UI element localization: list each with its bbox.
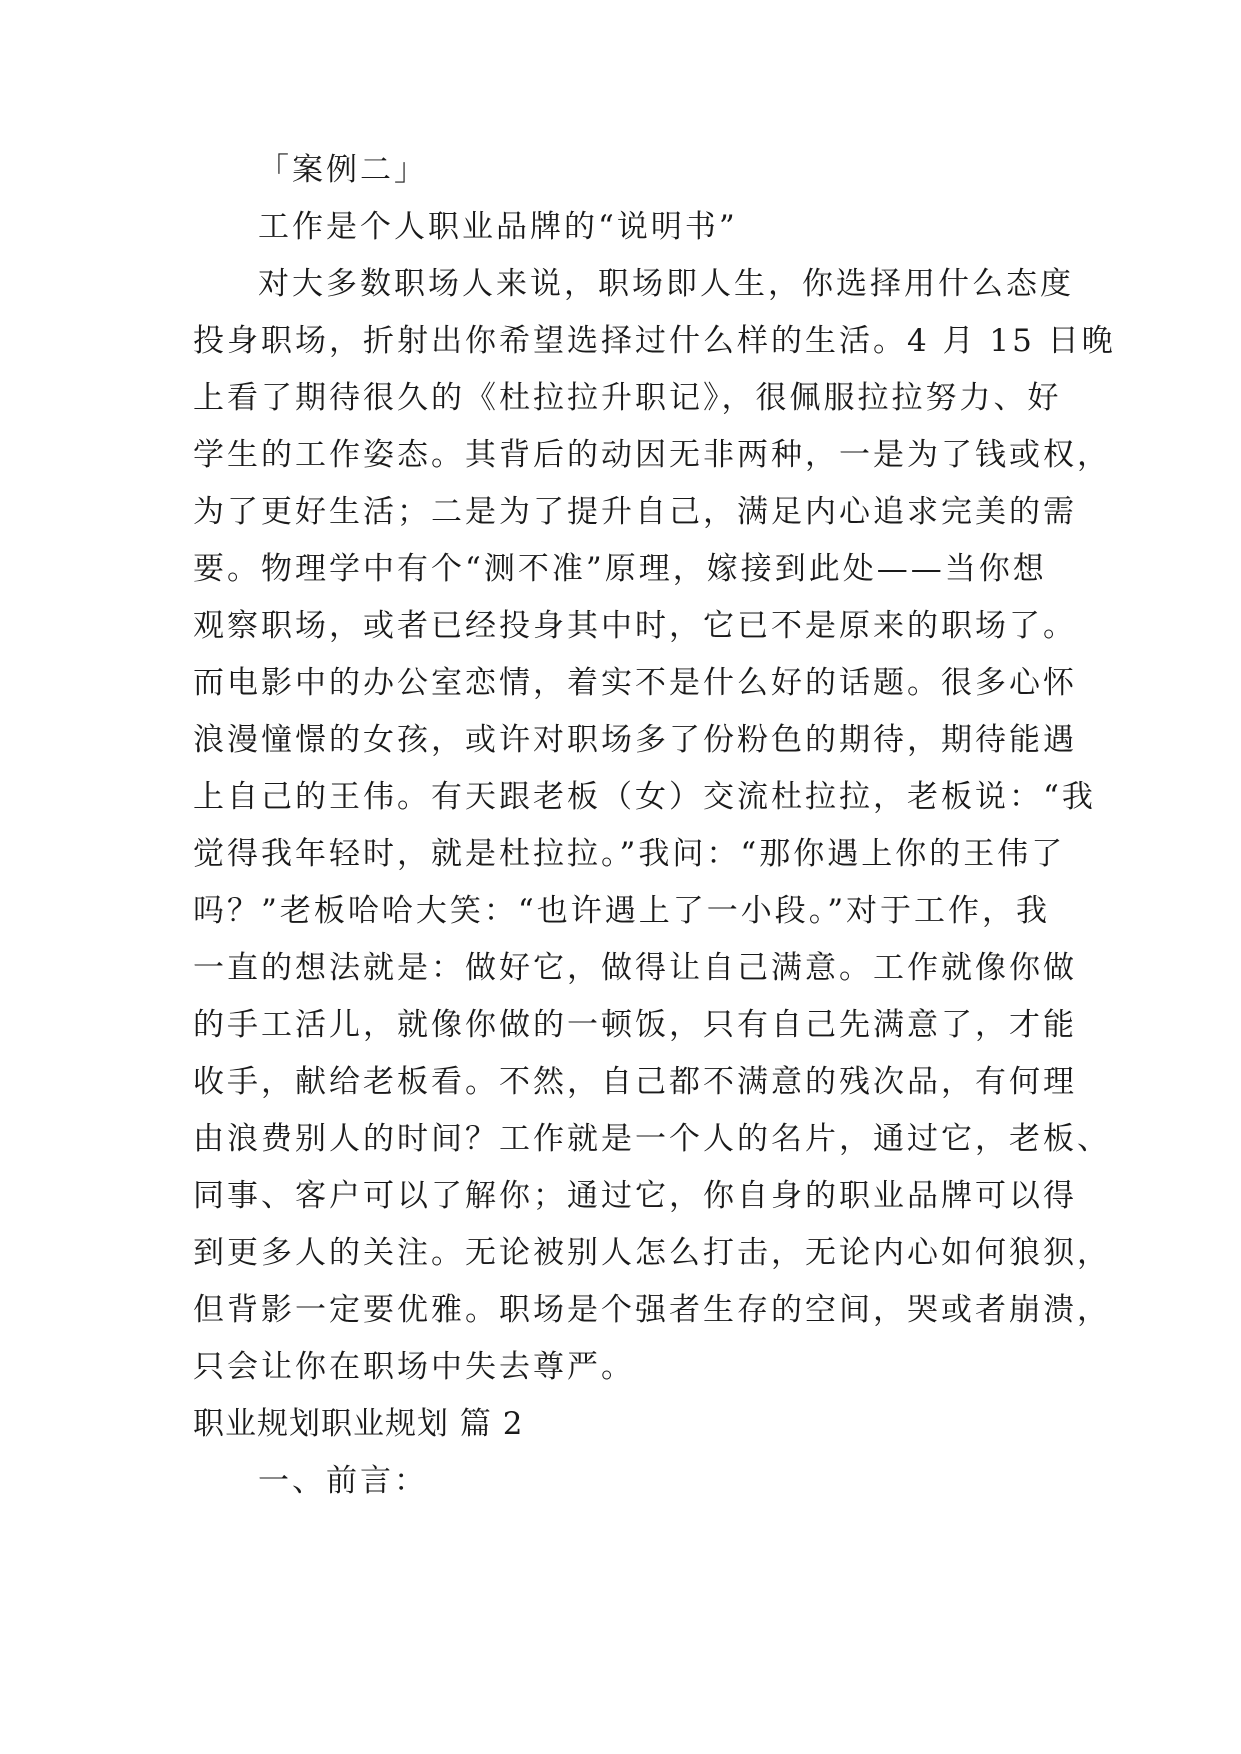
case-label: 「案例二」 [258,152,428,188]
paragraph-line: 学生的工作姿态。其背后的动因无非两种，一是为了钱或权， [193,437,1111,473]
paragraph-line: 由浪费别人的时间？工作就是一个人的名片，通过它，老板、 [193,1121,1111,1157]
paragraph-line: 投身职场，折射出你希望选择过什么样的生活。4 月 15 日晚 [193,323,1116,359]
paragraph-line: 的手工活儿，就像你做的一顿饭，只有自己先满意了，才能 [193,1007,1077,1043]
paragraph-line: 对大多数职场人来说，职场即人生，你选择用什么态度 [258,266,1074,302]
paragraph-line: 但背影一定要优雅。职场是个强者生存的空间，哭或者崩溃， [193,1292,1111,1328]
paragraph-line: 觉得我年轻时，就是杜拉拉。”我问：“那你遇上你的王伟了 [193,836,1066,872]
paragraph-line: 上看了期待很久的《杜拉拉升职记》，很佩服拉拉努力、好 [193,380,1062,416]
paragraph-line: 收手，献给老板看。不然，自己都不满意的残次品，有何理 [193,1064,1077,1100]
subheading: 一、前言： [258,1463,428,1499]
paragraph-line: 浪漫憧憬的女孩，或许对职场多了份粉色的期待，期待能遇 [193,722,1077,758]
paragraph-line: 到更多人的关注。无论被别人怎么打击，无论内心如何狼狈， [193,1235,1111,1271]
paragraph-line: 为了更好生活；二是为了提升自己，满足内心追求完美的需 [193,494,1077,530]
paragraph-line: 而电影中的办公室恋情，着实不是什么好的话题。很多心怀 [193,665,1077,701]
paragraph-line: 要。物理学中有个“测不准”原理，嫁接到此处——当你想 [193,551,1047,587]
section-heading: 职业规划职业规划 篇 2 [193,1406,524,1442]
paragraph-line: 只会让你在职场中失去尊严。 [193,1349,635,1385]
paragraph-line: 一直的想法就是：做好它，做得让自己满意。工作就像你做 [193,950,1077,986]
paragraph-line: 观察职场，或者已经投身其中时，它已不是原来的职场了。 [193,608,1077,644]
paragraph-line: 吗？”老板哈哈大笑：“也许遇上了一小段。”对于工作，我 [193,893,1051,929]
paragraph-line: 同事、客户可以了解你；通过它，你自身的职业品牌可以得 [193,1178,1077,1214]
paragraph-line: 上自己的王伟。有天跟老板（女）交流杜拉拉，老板说：“我 [193,779,1096,815]
case-title: 工作是个人职业品牌的“说明书” [258,209,738,245]
